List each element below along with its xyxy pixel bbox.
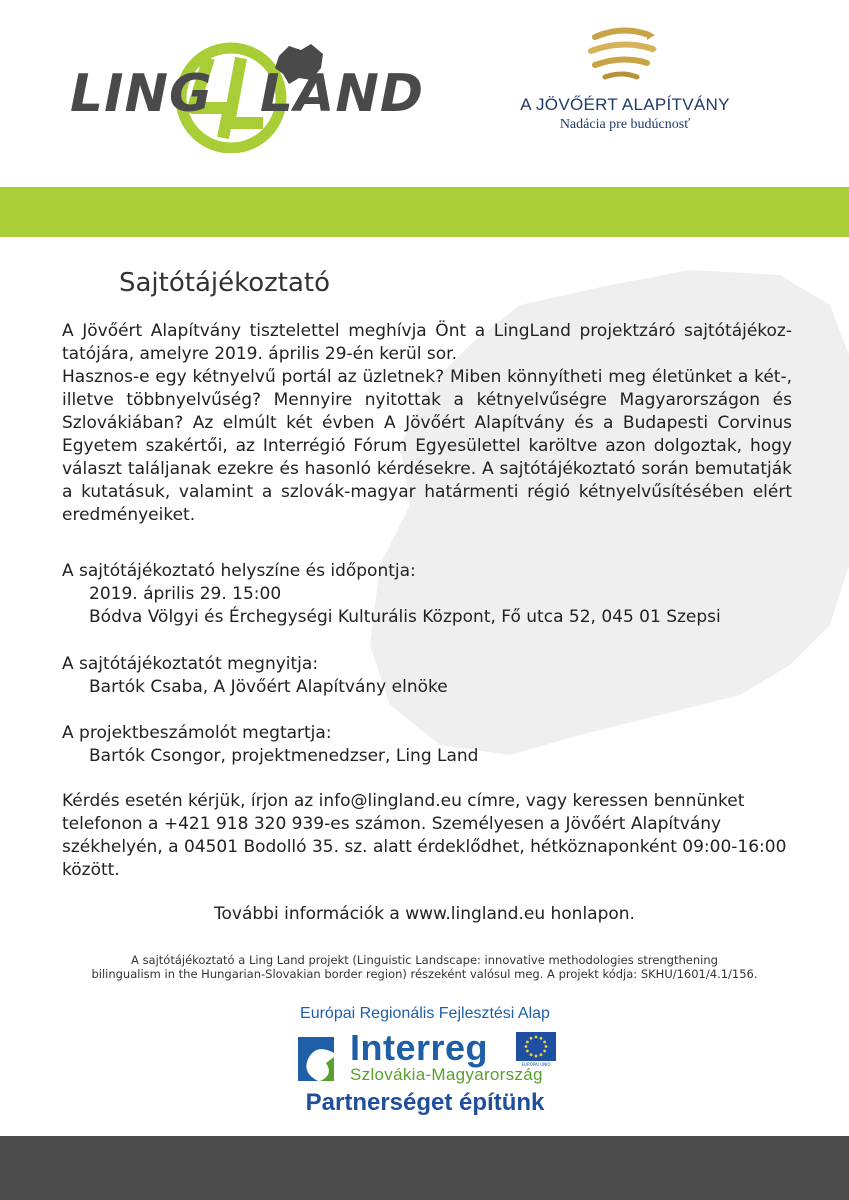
green-banner <box>0 187 849 237</box>
lingland-logo-right: LAND <box>260 64 425 124</box>
lingland-logo <box>70 28 425 153</box>
jovoert-title: A JÖVŐÉRT ALAPÍTVÁNY <box>520 95 730 114</box>
header <box>0 0 849 187</box>
page-title: Sajtótájékoztató <box>119 268 331 298</box>
lingland-logo-left: LING <box>70 64 213 124</box>
interreg-slogan: Partnerséget építünk <box>305 1089 545 1116</box>
footer-band <box>0 1136 849 1200</box>
opening-section <box>62 653 448 699</box>
interreg-name: Interreg <box>350 1027 489 1068</box>
paragraph: A Jövőért Alapítvány tisztelettel meghívja Önt a LingLand projektzáró sajtótájékoztatójára, amelyre 2019. április 29-én kerül sor. <box>62 321 792 364</box>
paragraph: Hasznos-e egy kétnyelvű portál az üzletnek? Miben könnyítheti meg életünket a két-, illetve többnyelvűség? Mennyire nyitottak a kétnyelvűségre Magyarországon és Szlovákiában? Az elmúlt két évben A Jövőért Alapítvány és a Budapesti Corvinus Egyetem szakértői, az Interrégió Fórum Egyesülettel karöltve azon dolgoztak, hogy választ találjanak ezekre és hasonló kérdésekre. A sajtótájékoztató során bemutatják a kutatásuk, valamint a szlovák-magyar határmenti régió kétnyelvűsítésében elért eredményeiket. <box>62 367 792 525</box>
eu-flag-icon <box>516 1032 556 1061</box>
footnote-line: bilingualism in the Hungarian-Slovakian border region) részeként valósul meg. A projekt kódja: SKHU/1601/4.1/156. <box>91 967 758 981</box>
venue-place: Bódva Völgyi és Érchegységi Kulturális Központ, Fő utca 52, 045 01 Szepsi <box>89 607 721 627</box>
contact-paragraph: Kérdés esetén kérjük, írjon az info@lingland.eu címre, vagy keressen bennünket telefonon a +421 918 320 939-es számon. Személyesen a Jövőért Alapítvány székhelyén, a 04501 Bodolló 35. sz. alatt érdeklődhet, hétköznaponként 09:00-16:00 között. <box>62 791 787 880</box>
opening-person: Bartók Csaba, A Jövőért Alapítvány elnöke <box>89 677 448 697</box>
more-info-line: További információk a www.lingland.eu honlapon. <box>214 904 635 924</box>
jovoert-globe-icon <box>587 25 657 87</box>
jovoert-subtitle: Nadácia pre budúcnosť <box>559 117 691 132</box>
report-person: Bartók Csongor, projektmenedzser, Ling Land <box>89 746 479 766</box>
intro-text <box>62 320 792 527</box>
interreg-region: Szlovákia-Magyarország <box>350 1065 543 1084</box>
venue-date: 2019. április 29. 15:00 <box>89 584 282 604</box>
report-section <box>62 722 478 768</box>
venue-heading: A sajtótájékoztató helyszíne és időpontja: <box>62 561 416 581</box>
interreg-logo <box>280 1005 570 1125</box>
venue-section <box>62 560 721 629</box>
jovoert-logo <box>505 25 745 145</box>
report-heading: A projektbeszámolót megtartja: <box>62 723 332 743</box>
footnote-line: A sajtótájékoztató a Ling Land projekt (Linguistic Landscape: innovative methodologies strengthening <box>131 953 718 967</box>
interreg-emblem-icon <box>294 1033 338 1085</box>
fund-label: Európai Regionális Fejlesztési Alap <box>300 1005 550 1022</box>
eu-label: EURÓPAI UNIÓ <box>521 1062 551 1067</box>
opening-heading: A sajtótájékoztatót megnyitja: <box>62 654 319 674</box>
footnote <box>0 953 849 981</box>
contact-text <box>62 790 792 882</box>
